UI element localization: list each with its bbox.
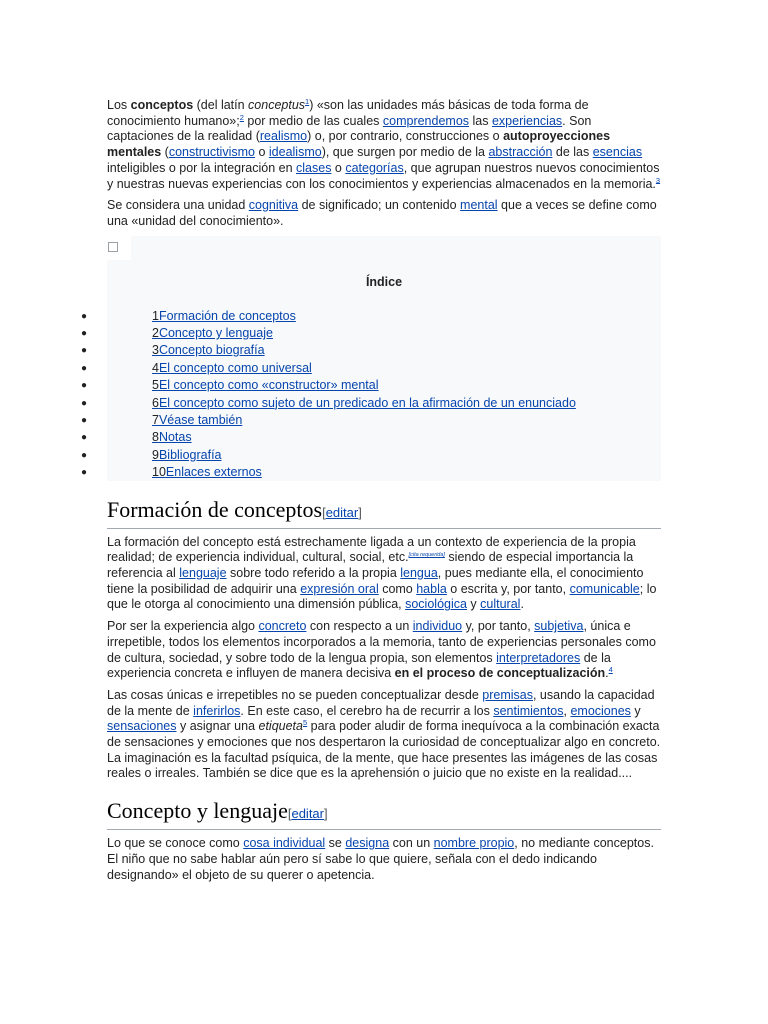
bullet-icon: ● [81, 345, 88, 357]
link-individuo[interactable]: individuo [412, 619, 463, 634]
toc-link[interactable]: 1Formación de conceptos [152, 308, 296, 323]
link-realismo[interactable]: realismo [259, 129, 308, 144]
toc-link[interactable]: 4El concepto como universal [152, 360, 312, 375]
link-sensaciones[interactable]: sensaciones [107, 719, 177, 734]
link-categorias[interactable]: categorías [345, 160, 404, 175]
toc-link[interactable]: 7Véase también [152, 412, 243, 427]
cite-needed[interactable]: [cita requerida] [408, 552, 445, 559]
link-concreto[interactable]: concreto [258, 619, 307, 634]
intro-paragraph-1: Los conceptos (del latín conceptus$^1$) «son las unidades más básicas de toda forma de conocimiento humano»;$^2$ por medio de las cuales comprendemos las experiencias. Son captaciones de la realidad (realismo) o, por contrario, construcciones o autoproyecciones mentales (constructivismo o idealismo), que surgen por medio de la abstracción de las esencias inteligibles o por la integración en clases o categorías, que agrupan nuestros nuevos conocimientos y nuestras nuevas experiencias con los conocimientos y experiencias almacenados en la memoria.$^3$ [107, 96, 661, 191]
article-content [81, 96, 661, 889]
toc-link[interactable]: 3Concepto biografía [152, 343, 265, 358]
toc-toggle-checkbox[interactable] [108, 242, 118, 252]
link-subjetiva[interactable]: subjetiva [534, 619, 584, 634]
bullet-icon: ● [81, 397, 88, 409]
toc-link[interactable]: 6El concepto como sujeto de un predicado en la afirmación de un enunciado [152, 395, 576, 410]
link-comprendemos[interactable]: comprendemos [382, 113, 470, 128]
link-esencias[interactable]: esencias [592, 145, 643, 160]
link-abstraccion[interactable]: abstracción [488, 145, 553, 160]
ref-4[interactable]: 4 [608, 665, 613, 675]
section-heading-formacion: Formación de conceptos[editar] [107, 497, 661, 529]
ref-2[interactable]: 2 [239, 112, 244, 122]
link-experiencias[interactable]: experiencias [491, 113, 563, 128]
section1-paragraph-3: Las cosas únicas e irrepetibles no se pueden conceptualizar desde premisas, usando la capacidad de la mente de inferirlos. En este caso, el cerebro ha de recurrir a los sentimientos, emociones y sensaciones y asignar una etiqueta$^5$ para poder aludir de forma inequívoca a la combinación exacta de sensaciones y emociones que nos despertaron la curiosidad de conceptualizar algo en concreto. La imaginación es la facultad psíquica, de la mente, que hace presentes las imágenes de las cosas reales o irreales. También se dice que es la aprehensión o juicio que no existe en la realidad.... [107, 687, 661, 781]
link-sociologica[interactable]: sociológica [405, 597, 467, 612]
intro-paragraph-2: Se considera una unidad cognitiva de significado; un contenido mental que a veces se define como una «unidad del conocimiento». [107, 198, 657, 228]
ref-5[interactable]: 5 [302, 718, 308, 728]
bullet-icon: ● [81, 432, 88, 444]
ref-1[interactable]: 1 [305, 96, 310, 106]
link-habla[interactable]: habla [416, 581, 447, 596]
link-emociones[interactable]: emociones [570, 703, 631, 718]
link-constructivismo[interactable]: constructivismo [168, 145, 255, 160]
link-cultural[interactable]: cultural [480, 597, 521, 612]
toc-link[interactable]: 2Concepto y lenguaje [152, 326, 273, 341]
toc-link[interactable]: 5El concepto como «constructor» mental [152, 378, 379, 393]
link-lengua[interactable]: lengua [400, 566, 438, 581]
link-expresion-oral[interactable]: expresión oral [300, 581, 379, 596]
edit-link[interactable]: editar [325, 504, 359, 520]
section2-paragraph-1: Lo que se conoce como cosa individual se designa con un nombre propio, no mediante conceptos. El niño que no sabe hablar aún pero sí sabe lo que quiere, señala con el dedo indicando designando» el objeto de su querer o apetencia. [107, 836, 654, 882]
section-heading-lenguaje: Concepto y lenguaje[editar] [107, 798, 661, 830]
bullet-icon: ● [81, 362, 88, 374]
bullet-icon: ● [81, 310, 88, 322]
link-comunicable[interactable]: comunicable [569, 581, 640, 596]
ref-3[interactable]: 3 [655, 175, 661, 185]
bullet-icon: ● [81, 449, 88, 461]
link-mental[interactable]: mental [460, 198, 498, 213]
toc-link[interactable]: 8Notas [152, 430, 192, 445]
term-conceptos: conceptos [130, 98, 194, 112]
edit-section-link: [editar] [322, 504, 362, 520]
table-of-contents [81, 236, 661, 481]
link-lenguaje[interactable]: lenguaje [179, 566, 227, 581]
bullet-icon: ● [81, 467, 88, 479]
bullet-icon: ● [81, 414, 88, 426]
toc-link[interactable]: 9Bibliografía [152, 447, 222, 462]
link-premisas[interactable]: premisas [482, 687, 533, 702]
link-cosa-individual[interactable]: cosa individual [243, 836, 326, 851]
link-inferirlos[interactable]: inferirlos [193, 703, 241, 718]
toc-title: Índice [365, 274, 403, 289]
toc-link[interactable]: 10Enlaces externos [152, 465, 262, 480]
link-interpretadores[interactable]: interpretadores [496, 650, 581, 665]
section1-paragraph-1: La formación del concepto está estrechamente ligada a un contexto de experiencia de la propia realidad; de experiencia individual, cultural, social, etc.[cita requerida] siendo de especial importancia la referencia al lenguaje sobre todo referido a la propia lengua, pues mediante ella, el conocimiento tiene la posibilidad de adquirir una expresión oral como habla o escrita y, por tanto, comunicable; lo que le otorga al conocimiento una dimensión pública, sociológica y cultural. [107, 534, 657, 612]
section1-paragraph-2: Por ser la experiencia algo concreto con respecto a un individuo y, por tanto, subjetiva, única e irrepetible, todos los elementos incorporados a la memoria, tanto de experiencias personales como de cultura, sociedad, y sobre todo de la lengua propia, son elementos interpretadores de la experiencia concreta e influyen de manera decisiva en el proceso de conceptualización.$^4$ [107, 619, 656, 681]
link-designa[interactable]: designa [345, 836, 390, 851]
bullet-icon: ● [81, 380, 88, 392]
edit-section-link: [editar] [287, 806, 328, 822]
edit-link[interactable]: editar [291, 806, 324, 822]
link-sentimientos[interactable]: sentimientos [493, 703, 564, 718]
link-nombre-propio[interactable]: nombre propio [433, 836, 515, 851]
link-cognitiva[interactable]: cognitiva [248, 198, 299, 213]
link-idealismo[interactable]: idealismo [268, 145, 322, 160]
bullet-icon: ● [81, 328, 88, 340]
link-clases[interactable]: clases [296, 160, 332, 175]
